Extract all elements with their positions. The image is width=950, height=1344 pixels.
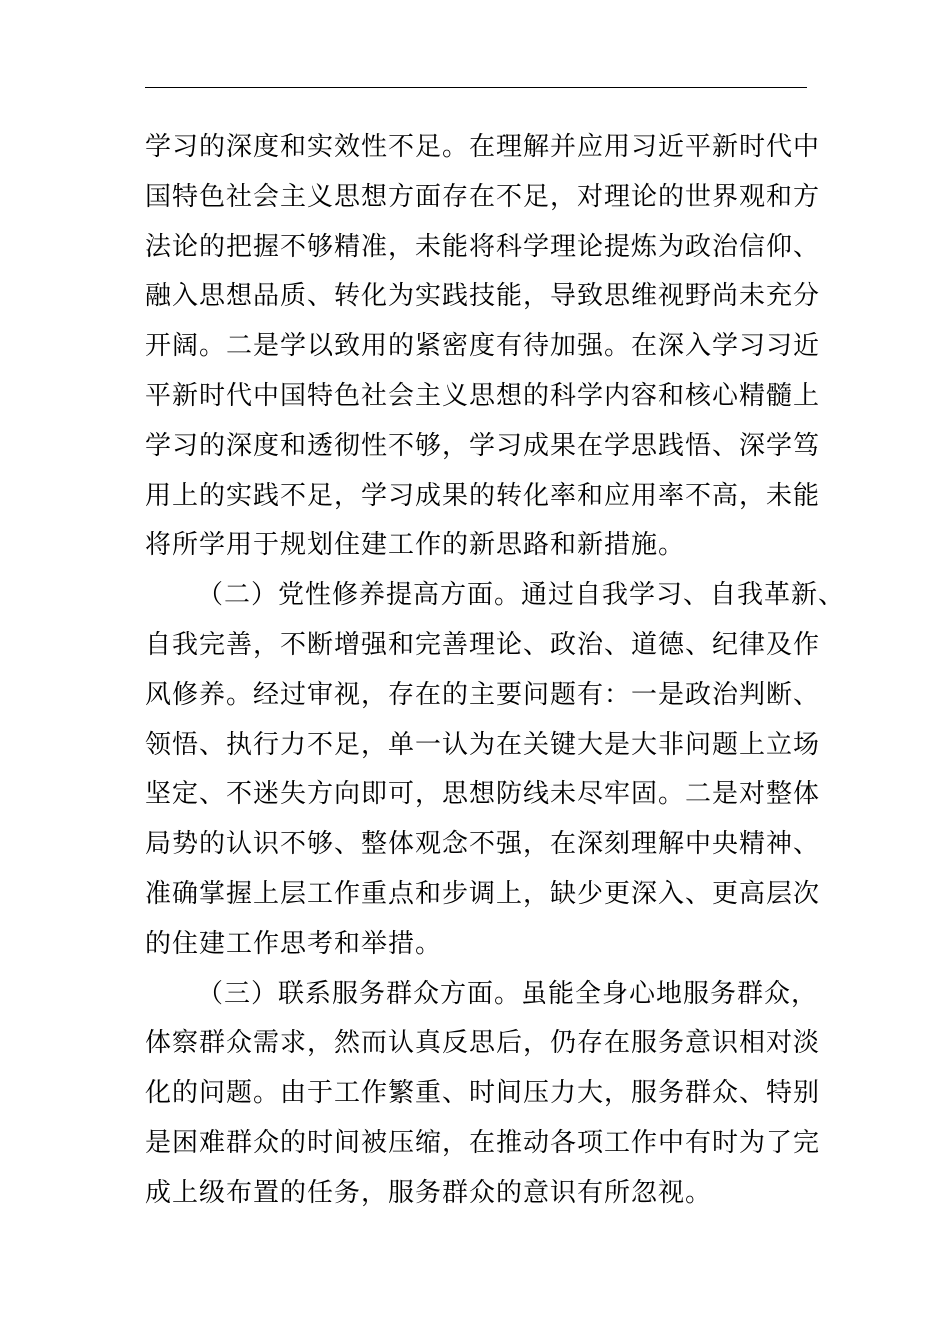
- text-line-19: 体察群众需求，然而认真反思后，仍存在服务意识相对淡: [145, 1028, 821, 1059]
- text-line-21: 是困难群众的时间被压缩，在推动各项工作中有时为了完: [145, 1127, 821, 1158]
- section-heading-line-two: （二）党性修养提高方面。通过自我学习、自我革新、: [197, 580, 846, 611]
- text-line-6: 平新时代中国特色社会主义思想的科学内容和核心精髓上: [145, 380, 821, 411]
- text-line-8: 用上的实践不足，学习成果的转化率和应用率不高，未能: [145, 480, 821, 511]
- text-line-11: 自我完善，不断增强和完善理论、政治、道德、纪律及作: [145, 629, 821, 660]
- text-line-22: 成上级布置的任务，服务群众的意识有所忽视。: [145, 1177, 713, 1208]
- text-line-14: 坚定、不迷失方向即可，思想防线未尽牢固。二是对整体: [145, 779, 821, 810]
- document-body: [145, 123, 846, 1219]
- text-line-12: 风修养。经过审视，存在的主要问题有：一是政治判断、: [145, 679, 821, 710]
- text-line-13: 领悟、执行力不足，单一认为在关键大是大非问题上立场: [145, 729, 821, 760]
- text-line-9: 将所学用于规划住建工作的新思路和新措施。: [145, 530, 686, 561]
- text-line-2: 国特色社会主义思想方面存在不足，对理论的世界观和方: [145, 181, 821, 212]
- text-line-3: 法论的把握不够精准，未能将科学理论提炼为政治信仰、: [145, 231, 821, 262]
- text-line-5: 开阔。二是学以致用的紧密度有待加强。在深入学习习近: [145, 331, 821, 362]
- text-line-16: 准确掌握上层工作重点和步调上，缺少更深入、更高层次: [145, 878, 821, 909]
- section-heading-line-three: （三）联系服务群众方面。虽能全身心地服务群众，: [197, 978, 819, 1009]
- text-line-15: 局势的认识不够、整体观念不强，在深刻理解中央精神、: [145, 829, 821, 860]
- text-line-7: 学习的深度和透彻性不够，学习成果在学思践悟、深学笃: [145, 430, 821, 461]
- text-line-20: 化的问题。由于工作繁重、时间压力大，服务群众、特别: [145, 1078, 821, 1109]
- text-line-4: 融入思想品质、转化为实践技能，导致思维视野尚未充分: [145, 281, 821, 312]
- text-line-17: 的住建工作思考和举措。: [145, 928, 443, 959]
- header-rule: [145, 87, 807, 88]
- text-line-1: 学习的深度和实效性不足。在理解并应用习近平新时代中: [145, 132, 821, 162]
